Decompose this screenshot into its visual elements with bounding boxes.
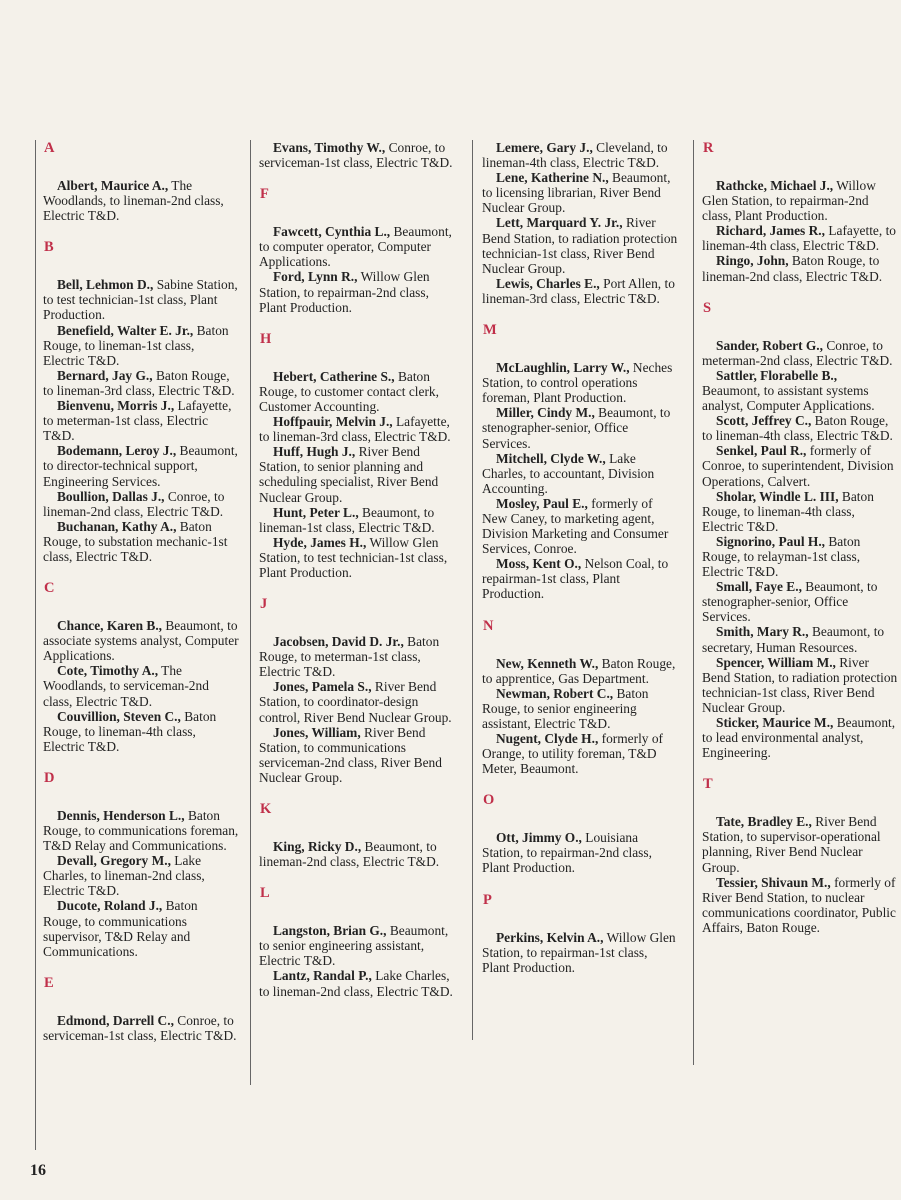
entry-detail: Willow Glen Station, to repairman-2nd class, Plant Production. [702, 178, 876, 224]
employee-name: Tate, Bradley E., [716, 814, 812, 830]
employee-name: Devall, Gregory M., [57, 853, 171, 869]
section-letter: C [44, 580, 55, 597]
personnel-entry [702, 715, 898, 760]
personnel-entry [702, 178, 898, 223]
personnel-entry [482, 170, 678, 215]
entry-detail: Baton Rouge, to lineman-4th class, Electric T&D. [702, 413, 893, 444]
personnel-entry [259, 968, 455, 998]
section-letter: P [483, 891, 492, 908]
personnel-entry [702, 223, 898, 253]
employee-name: Moss, Kent O., [496, 556, 582, 572]
personnel-entry [482, 830, 678, 875]
personnel-entry [702, 875, 898, 935]
entry-detail: River Bend Station, to coordinator-design control, River Bend Nuclear Group. [259, 679, 452, 725]
personnel-entry [482, 656, 678, 686]
section-letter: L [260, 885, 270, 902]
employee-name: Lewis, Charles E., [496, 275, 600, 291]
employee-name: Ford, Lynn R., [273, 269, 358, 285]
personnel-entry [702, 489, 898, 534]
entry-detail: Louisiana Station, to repairman-2nd class, Plant Production. [482, 830, 652, 876]
employee-name: Scott, Jeffrey C., [716, 413, 812, 429]
employee-name: Lemere, Gary J., [496, 140, 593, 155]
employee-name: Sander, Robert G., [716, 337, 824, 353]
personnel-entry [259, 725, 455, 785]
personnel-entry [43, 277, 239, 322]
entry-detail: Beaumont, to stenographer-senior, Office Services. [482, 405, 671, 451]
entry-detail: Willow Glen Station, to repairman-2nd class, Plant Production. [259, 269, 430, 315]
section-letter: T [703, 776, 713, 793]
employee-name: Bernard, Jay G., [57, 367, 153, 383]
personnel-entry [43, 709, 239, 754]
entry-detail: Nelson Coal, to repairman-1st class, Plant Production. [482, 556, 669, 602]
employee-name: King, Ricky D., [273, 839, 362, 854]
personnel-entry [702, 655, 898, 715]
employee-name: Lantz, Randal P., [273, 968, 372, 984]
employee-name: Bell, Lehmon D., [57, 277, 154, 293]
personnel-entry [482, 496, 678, 556]
personnel-entry [482, 451, 678, 496]
entry-detail: Beaumont, to computer operator, Computer Applications. [259, 224, 452, 270]
employee-name: Newman, Robert C., [496, 685, 614, 701]
column-2 [259, 140, 455, 999]
section-letter: S [703, 299, 712, 316]
entry-detail: Baton Rouge, to relayman-1st class, Electric T&D. [702, 533, 861, 580]
entry-detail: Cleveland, to lineman-4th class, Electric T&D. [482, 140, 668, 171]
entry-detail: Beaumont, to stenographer-senior, Office Services. [702, 579, 878, 625]
entry-detail: Beaumont, to secretary, Human Resources. [702, 624, 885, 655]
entry-detail: Port Allen, to lineman-3rd class, Electric T&D. [482, 275, 675, 306]
personnel-entry [482, 686, 678, 731]
employee-name: Jones, William, [273, 724, 361, 740]
personnel-entry [482, 731, 678, 776]
employee-name: New, Kenneth W., [496, 655, 599, 671]
entry-detail: Beaumont, to senior engineering assistant, Electric T&D. [259, 923, 449, 969]
personnel-entry [259, 140, 455, 170]
entry-detail: Lake Charles, to lineman-2nd class, Electric T&D. [43, 853, 205, 899]
employee-name: Ringo, John, [716, 253, 789, 269]
entry-detail: River Bend Station, to senior planning and scheduling specialist, River Bend Nuclear Group. [259, 444, 439, 505]
employee-name: Fawcett, Cynthia L., [273, 224, 391, 240]
employee-name: Tessier, Shivaun M., [716, 874, 831, 890]
personnel-entry [702, 413, 898, 443]
employee-name: Sholar, Windle L. III, [716, 488, 839, 504]
personnel-entry [482, 930, 678, 975]
personnel-entry [43, 323, 239, 368]
entry-detail: Baton Rouge, to substation mechanic-1st class, Electric T&D. [43, 518, 228, 564]
employee-name: Boullion, Dallas J., [57, 488, 165, 504]
personnel-entry [482, 360, 678, 405]
entry-detail: The Woodlands, to serviceman-2nd class, Electric T&D. [43, 663, 209, 709]
entry-detail: River Bend Station, to radiation protection technician-1st class, River Bend Nuclear Group. [482, 215, 678, 276]
employee-name: Edmond, Darrell C., [57, 1012, 174, 1028]
entry-detail: Baton Rouge, to senior engineering assistant, Electric T&D. [482, 685, 649, 731]
entry-detail: Baton Rouge, to lineman-2nd class, Electric T&D. [702, 253, 883, 284]
employee-name: Mitchell, Clyde W., [496, 450, 606, 466]
entry-detail: Baton Rouge, to communications foreman, T&D Relay and Communications. [43, 807, 239, 854]
personnel-entry [482, 405, 678, 450]
column-rule [693, 140, 694, 1065]
section-letter: D [44, 769, 55, 786]
section-letter: H [260, 330, 272, 347]
entry-detail: Beaumont, to director-technical support, Engineering Services. [43, 443, 238, 489]
employee-name: Chance, Karen B., [57, 618, 163, 634]
personnel-entry [259, 679, 455, 724]
employee-name: McLaughlin, Larry W., [496, 360, 630, 376]
personnel-entry [482, 556, 678, 601]
entry-detail: Baton Rouge, to lineman-4th class, Electric T&D. [43, 708, 217, 754]
personnel-entry [43, 618, 239, 663]
section-letter: E [44, 974, 54, 991]
section-letter: N [483, 617, 494, 634]
entry-detail: Conroe, to serviceman-1st class, Electric T&D. [43, 1012, 237, 1043]
entry-detail: River Bend Station, to supervisor-operational planning, River Bend Nuclear Group. [702, 814, 881, 875]
entry-detail: Lafayette, to meterman-1st class, Electric T&D. [43, 398, 232, 444]
column-rule [472, 140, 473, 1040]
employee-name: Evans, Timothy W., [273, 140, 386, 155]
entry-detail: Baton Rouge, to customer contact clerk, Customer Accounting. [259, 368, 439, 414]
employee-name: Miller, Cindy M., [496, 405, 595, 421]
employee-name: Ducote, Roland J., [57, 898, 163, 914]
section-letter: O [483, 792, 495, 809]
employee-name: Dennis, Henderson L., [57, 807, 185, 823]
entry-detail: Beaumont, to assistant systems analyst, Computer Applications. [702, 382, 875, 414]
personnel-entry [482, 215, 678, 275]
employee-name: Senkel, Paul R., [716, 443, 807, 459]
entry-detail: Conroe, to lineman-2nd class, Electric T&D. [43, 488, 225, 519]
column-3 [482, 140, 678, 975]
employee-name: Lene, Katherine N., [496, 170, 609, 186]
employee-name: Benefield, Walter E. Jr., [57, 322, 194, 338]
employee-name: Richard, James R., [716, 223, 825, 239]
entry-detail: Willow Glen Station, to repairman-1st class, Plant Production. [482, 929, 676, 975]
personnel-entry [259, 224, 455, 269]
entry-detail: Beaumont, to associate systems analyst, Computer Applications. [43, 618, 239, 664]
entry-detail: formerly of Conroe, to superintendent, Division Operations, Calvert. [702, 443, 894, 489]
page-number: 16 [30, 1162, 46, 1179]
entry-detail: Baton Rouge, to lineman-3rd class, Electric T&D. [43, 367, 235, 398]
entry-detail: River Bend Station, to radiation protection technician-1st class, River Bend Nuclear Group. [702, 654, 898, 715]
personnel-entry [43, 663, 239, 708]
entry-detail: Willow Glen Station, to test technician-1st class, Plant Production. [259, 534, 448, 580]
personnel-entry [43, 178, 239, 223]
employee-name: Nugent, Clyde H., [496, 731, 599, 746]
employee-name: Small, Faye E., [716, 579, 802, 595]
personnel-entry [259, 839, 455, 869]
employee-name: Albert, Maurice A., [57, 178, 169, 193]
section-letter: M [483, 322, 497, 339]
personnel-entry [702, 814, 898, 874]
employee-name: Hebert, Catherine S., [273, 368, 395, 384]
employee-name: Bodemann, Leroy J., [57, 443, 177, 459]
personnel-entry [259, 369, 455, 414]
entry-detail: Lafayette, to lineman-3rd class, Electric T&D. [259, 414, 451, 445]
entry-detail: The Woodlands, to lineman-2nd class, Electric T&D. [43, 178, 224, 224]
entry-detail: Beaumont, to licensing librarian, River Bend Nuclear Group. [482, 170, 671, 216]
entry-detail: Beaumont, to lead environmental analyst, Engineering. [702, 715, 896, 761]
personnel-entry [259, 444, 455, 504]
section-letter: J [260, 596, 268, 613]
column-4 [702, 140, 898, 935]
entry-detail: River Bend Station, to communications serviceman-2nd class, River Bend Nuclear Group. [259, 724, 442, 785]
personnel-entry [43, 1013, 239, 1043]
personnel-entry [43, 519, 239, 564]
employee-name: Buchanan, Kathy A., [57, 518, 177, 534]
personnel-entry [482, 276, 678, 306]
section-letter: F [260, 186, 269, 203]
section-letter: B [44, 239, 54, 256]
employee-name: Sattler, Florabelle B., [716, 367, 838, 383]
personnel-entry [43, 808, 239, 853]
entry-detail: Baton Rouge, to apprentice, Gas Department. [482, 655, 676, 686]
column-rule [250, 140, 251, 1085]
employee-name: Cote, Timothy A., [57, 663, 159, 679]
entry-detail: formerly of Orange, to utility foreman, T&D Meter, Beaumont. [482, 731, 663, 777]
entry-detail: Baton Rouge, to lineman-4th class, Electric T&D. [702, 488, 874, 534]
personnel-entry [259, 505, 455, 535]
employee-name: Couvillion, Steven C., [57, 708, 181, 724]
employee-name: Lett, Marquard Y. Jr., [496, 215, 623, 231]
section-letter: K [260, 801, 272, 817]
employee-name: Hunt, Peter L., [273, 504, 359, 520]
entry-detail: Beaumont, to lineman-1st class, Electric T&D. [259, 504, 435, 535]
personnel-entry [702, 368, 898, 413]
employee-name: Ott, Jimmy O., [496, 830, 582, 846]
personnel-entry [702, 443, 898, 488]
employee-name: Signorino, Paul H., [716, 533, 826, 549]
entry-detail: Lake Charles, to lineman-2nd class, Electric T&D. [259, 968, 453, 999]
personnel-entry [702, 338, 898, 368]
employee-name: Sticker, Maurice M., [716, 715, 834, 730]
personnel-entry [259, 535, 455, 580]
employee-name: Smith, Mary R., [716, 624, 809, 640]
section-letter: R [703, 140, 714, 156]
column-1 [43, 140, 239, 1043]
employee-name: Jacobsen, David D. Jr., [273, 634, 404, 650]
personnel-entry [259, 923, 455, 968]
personnel-entry [482, 140, 678, 170]
personnel-entry [702, 579, 898, 624]
personnel-entry [43, 898, 239, 958]
entry-detail: Lafayette, to lineman-4th class, Electric T&D. [702, 223, 896, 254]
personnel-entry [702, 624, 898, 654]
employee-name: Jones, Pamela S., [273, 679, 372, 695]
section-letter: A [44, 140, 55, 156]
employee-name: Perkins, Kelvin A., [496, 929, 604, 945]
entry-detail: formerly of River Bend Station, to nuclear communications coordinator, Public Affairs, Baton Rouge. [702, 874, 896, 935]
personnel-entry [43, 368, 239, 398]
employee-name: Hyde, James H., [273, 534, 367, 550]
entry-detail: Baton Rouge, to meterman-1st class, Electric T&D. [259, 634, 440, 680]
entry-detail: Baton Rouge, to communications supervisor, T&D Relay and Communications. [43, 898, 198, 959]
entry-detail: Lake Charles, to accountant, Division Accounting. [482, 450, 655, 496]
employee-name: Spencer, William M., [716, 654, 836, 670]
entry-detail: Beaumont, to lineman-2nd class, Electric T&D. [259, 839, 440, 870]
employee-name: Langston, Brian G., [273, 923, 387, 939]
entry-detail: Sabine Station, to test technician-1st class, Plant Production. [43, 277, 238, 323]
personnel-entry [259, 634, 455, 679]
entry-detail: Conroe, to meterman-2nd class, Electric T&D. [702, 337, 893, 368]
personnel-entry [43, 398, 239, 443]
entry-detail: Baton Rouge, to lineman-1st class, Electric T&D. [43, 322, 229, 368]
employee-name: Hoffpauir, Melvin J., [273, 414, 393, 430]
employee-name: Bienvenu, Morris J., [57, 398, 175, 414]
personnel-entry [43, 489, 239, 519]
personnel-entry [259, 269, 455, 314]
entry-detail: formerly of New Caney, to marketing agent, Division Marketing and Consumer Services, Conroe. [482, 495, 669, 557]
column-rule [35, 140, 36, 1150]
entry-detail: Neches Station, to control operations foreman, Plant Production. [482, 360, 673, 406]
personnel-entry [43, 853, 239, 898]
employee-name: Huff, Hugh J., [273, 444, 356, 460]
employee-name: Mosley, Paul E., [496, 495, 588, 511]
personnel-entry [259, 414, 455, 444]
personnel-entry [702, 253, 898, 283]
personnel-entry [702, 534, 898, 579]
employee-name: Rathcke, Michael J., [716, 178, 834, 193]
personnel-entry [43, 443, 239, 488]
entry-detail: Conroe, to serviceman-1st class, Electric T&D. [259, 140, 453, 171]
